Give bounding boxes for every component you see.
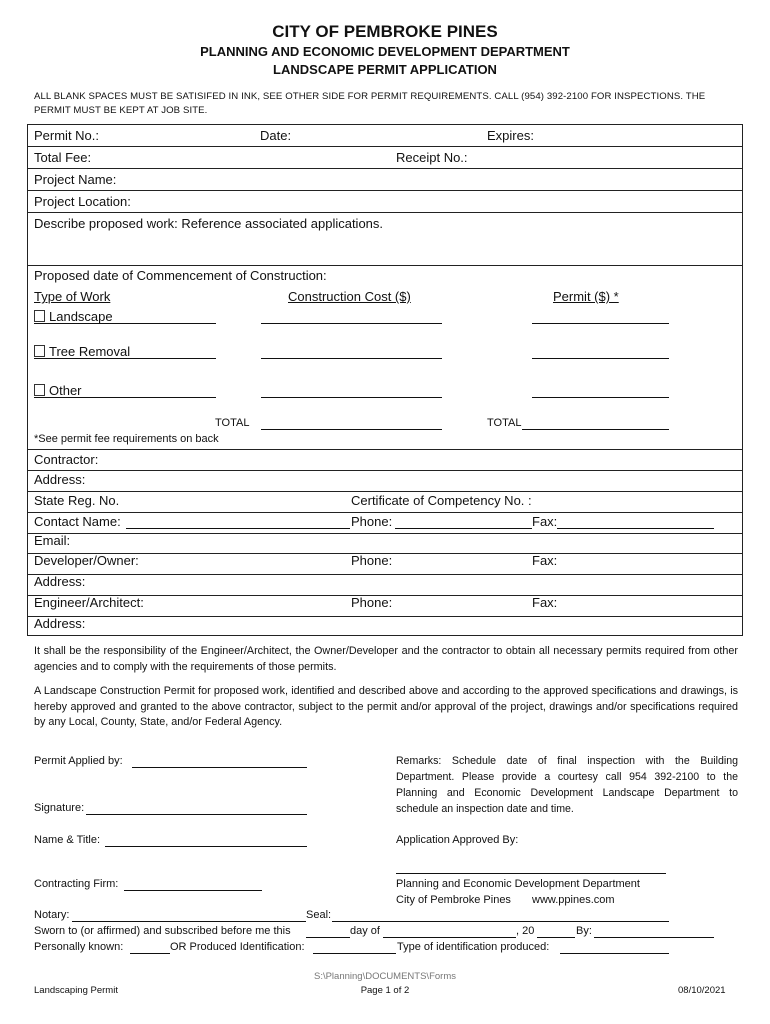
divider [28,512,742,513]
describe-work-label[interactable]: Describe proposed work: Reference associated applications. [34,216,384,231]
engineer-address-label[interactable]: Address: [34,616,86,631]
type-of-work-header: Type of Work [34,289,111,304]
other-permit-field[interactable] [532,397,669,398]
sworn-day-of-label: day of [350,925,380,937]
construction-cost-header: Construction Cost ($) [288,289,411,304]
engineer-phone-label[interactable]: Phone: [351,595,393,610]
tree-removal-cost-field[interactable] [261,358,442,359]
receipt-no-label[interactable]: Receipt No.: [396,150,468,165]
approval-department: Planning and Economic Development Department [396,878,640,890]
developer-fax-label[interactable]: Fax: [532,553,558,568]
developer-phone-label[interactable]: Phone: [351,553,393,568]
certificate-competency-label[interactable]: Certificate of Competency No. : [351,493,532,508]
developer-address-label[interactable]: Address: [34,574,86,589]
contact-phone-field[interactable] [395,528,532,529]
engineer-architect-label[interactable]: Engineer/Architect: [34,595,144,610]
total-cost-field[interactable] [261,429,442,430]
divider [28,168,742,169]
divider [28,449,742,450]
sworn-by-field[interactable] [594,937,714,938]
sworn-by-label: By: [576,925,592,937]
sworn-month-field[interactable] [383,937,516,938]
footer-form-name: Landscaping Permit [34,985,118,996]
tree-removal-checkbox[interactable] [34,345,45,357]
contractor-label[interactable]: Contractor: [34,452,99,467]
sworn-year-field[interactable] [537,937,575,938]
landscape-label: Landscape [49,309,113,324]
id-type-label: Type of identification produced: [397,941,550,953]
tree-removal-label: Tree Removal [49,344,131,359]
divider [28,574,742,575]
personally-known-field[interactable] [130,953,170,954]
divider [28,533,742,534]
notary-field[interactable] [72,921,306,922]
landscape-underline [34,323,216,324]
tree-removal-underline [34,358,216,359]
tree-removal-permit-field[interactable] [532,358,669,359]
total-cost-label: TOTAL [215,417,250,429]
landscape-permit-field[interactable] [532,323,669,324]
landscape-checkbox[interactable] [34,310,45,322]
approved-by-label: Application Approved By: [396,834,519,846]
other-cost-field[interactable] [261,397,442,398]
permit-fee-header: Permit ($) * [553,289,619,304]
seal-label: Seal: [306,909,332,921]
developer-owner-label[interactable]: Developer/Owner: [34,553,139,568]
approval-website: www.ppines.com [532,894,615,906]
state-reg-label[interactable]: State Reg. No. [34,493,120,508]
other-checkbox[interactable] [34,384,45,396]
produced-id-label: OR Produced Identification: [170,941,305,953]
contact-phone-label[interactable]: Phone: [351,514,393,529]
landscape-option[interactable] [34,309,113,324]
city-title: CITY OF PEMBROKE PINES [272,22,498,41]
produced-id-field[interactable] [313,953,396,954]
divider [28,265,742,266]
footer-date: 08/10/2021 [678,985,726,996]
other-underline [34,397,216,398]
approved-by-signature-line[interactable] [396,873,666,874]
date-label[interactable]: Date: [260,128,292,143]
fee-footnote: *See permit fee requirements on back [34,433,219,445]
divider [28,212,742,213]
total-permit-field[interactable] [522,429,669,430]
notary-label: Notary: [34,909,70,921]
project-name-label[interactable]: Project Name: [34,172,117,187]
sworn-statement: Sworn to (or affirmed) and subscribed before me this [34,925,291,937]
other-option[interactable] [34,383,82,398]
divider [28,616,742,617]
id-type-field[interactable] [560,953,669,954]
other-label: Other [49,383,82,398]
contact-name-label[interactable]: Contact Name: [34,514,121,529]
contact-fax-field[interactable] [557,528,714,529]
permit-applied-by-field[interactable] [132,767,307,768]
divider [28,470,742,471]
contractor-address-label[interactable]: Address: [34,472,86,487]
form-title: LANDSCAPE PERMIT APPLICATION [273,62,497,77]
contracting-firm-label: Contracting Firm: [34,878,119,890]
expires-label[interactable]: Expires: [487,128,534,143]
sworn-day-field[interactable] [306,937,350,938]
sworn-year-label: , 20 [516,925,535,937]
total-fee-label[interactable]: Total Fee: [34,150,92,165]
divider [28,491,742,492]
email-label[interactable]: Email: [34,533,71,548]
approval-paragraph: A Landscape Construction Permit for proposed work, identified and described above and according to the approved specifications and drawings, is hereby approved and granted to the above contractor, subject to the permit and/or approval of the project, drawings and/or specifications required by any Local, County, State, and/or Federal Agency. [34,685,738,728]
remarks-text: Remarks: Schedule date of final inspection with the Building Department. Please provide a courtesy call 954 392-2100 to the Planning and Economic Development Landscape Department to schedule an inspection date and time. [396,755,738,815]
contracting-firm-field[interactable] [124,890,262,891]
personally-known-label: Personally known: [34,941,124,953]
commencement-label[interactable]: Proposed date of Commencement of Construction: [34,268,327,283]
tree-removal-option[interactable] [34,344,130,359]
landscape-cost-field[interactable] [261,323,442,324]
contact-name-field[interactable] [126,528,350,529]
footer-file-path: S:\Planning\DOCUMENTS\Forms [313,971,456,982]
permit-applied-by-label: Permit Applied by: [34,755,123,767]
department-title: PLANNING AND ECONOMIC DEVELOPMENT DEPARTMENT [200,44,570,59]
engineer-fax-label[interactable]: Fax: [532,595,558,610]
total-permit-label: TOTAL [487,417,522,429]
signature-field[interactable] [86,814,307,815]
contact-fax-label[interactable]: Fax: [532,514,558,529]
name-title-label: Name & Title: [34,834,101,846]
divider [28,146,742,147]
footer-page-number: Page 1 of 2 [360,985,410,996]
approval-city: City of Pembroke Pines [396,894,511,906]
seal-field[interactable] [332,921,669,922]
instructions-notice: ALL BLANK SPACES MUST BE SATISIFED IN INK, SEE OTHER SIDE FOR PERMIT REQUIREMENTS. CALL (954) 392-2100 FOR INSPECTIONS. THE PERMIT MUST BE KEPT AT JOB SITE. [34,91,706,116]
name-title-field[interactable] [105,846,307,847]
permit-no-label[interactable]: Permit No.: [34,128,100,143]
signature-label: Signature: [34,802,85,814]
responsibility-paragraph: It shall be the responsibility of the Engineer/Architect, the Owner/Developer and the contractor to obtain all necessary permits required from other agencies and to comply with the requirements of those permits. [34,645,738,673]
project-location-label[interactable]: Project Location: [34,194,131,209]
divider [28,190,742,191]
